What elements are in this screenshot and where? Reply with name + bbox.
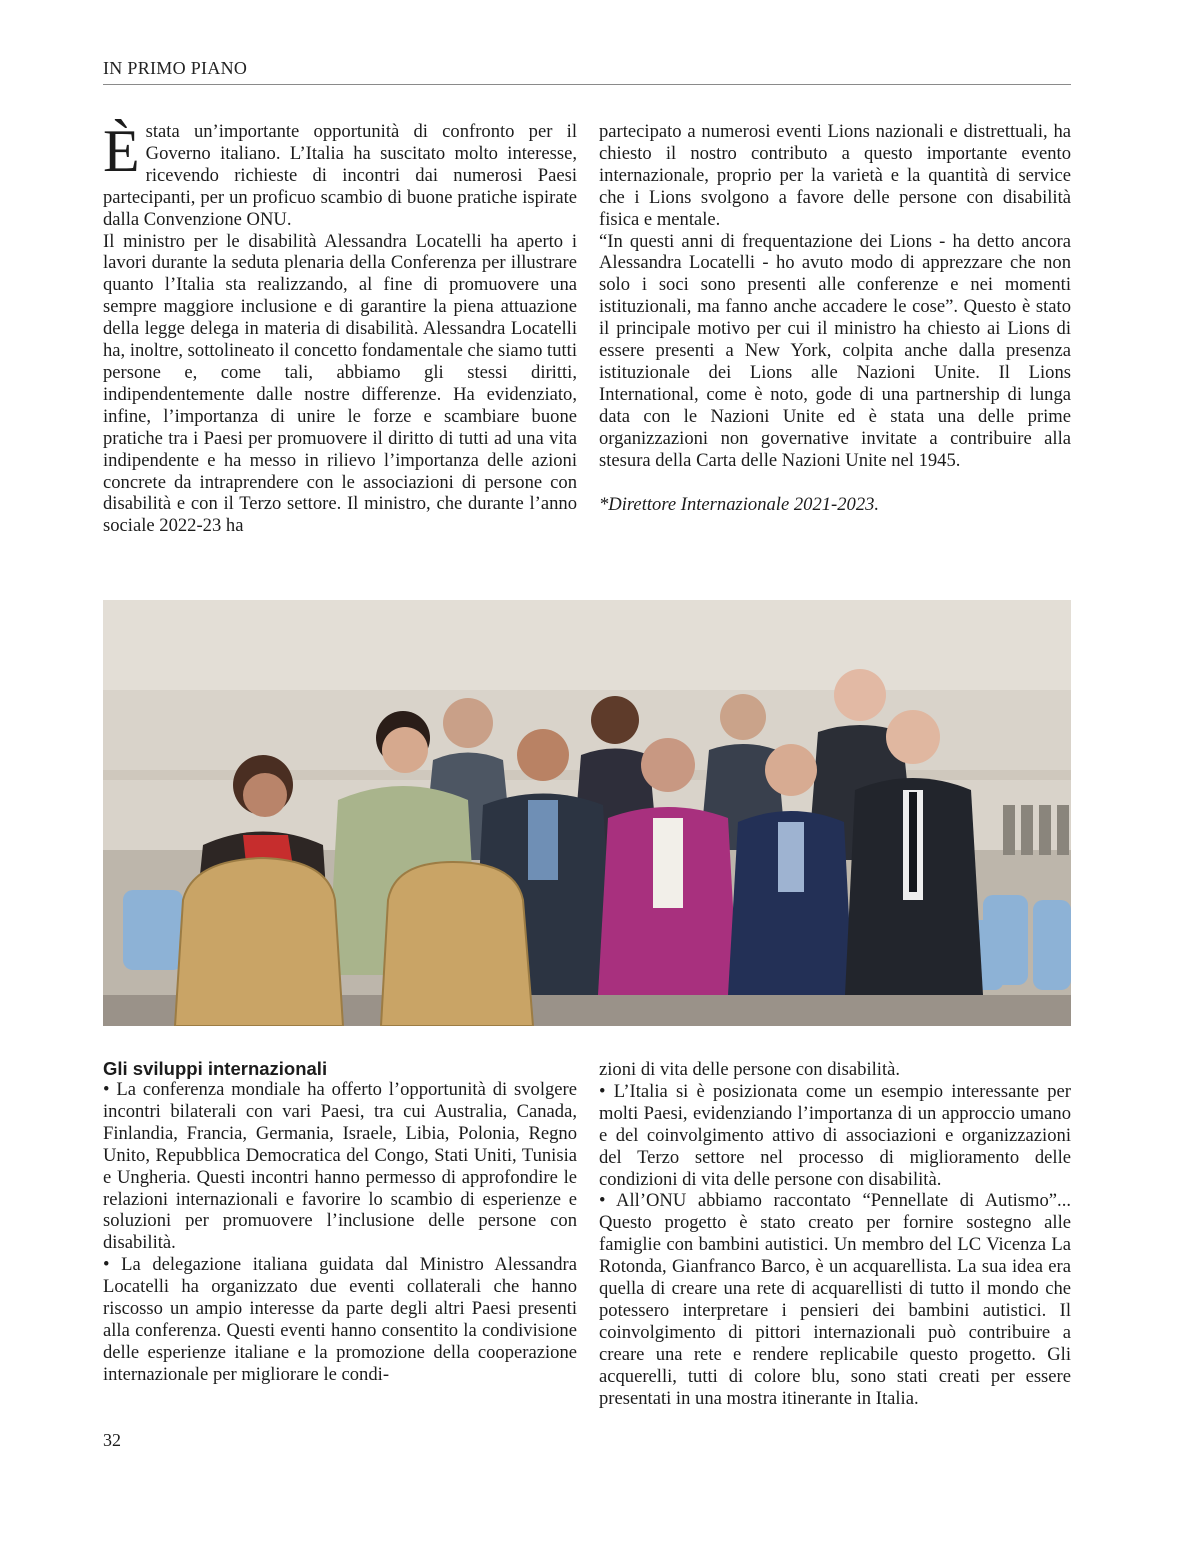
bullet-item: • L’Italia si è posizionata come un esempio interessante per molti Paesi, evidenziando l’importanza di un approccio umano e del coinvolgimento attivo di associazioni e organizzazioni del Terzo settore nel processo di miglioramento delle condizioni di vita delle persone con disabilità. (599, 1080, 1071, 1190)
page-number: 32 (103, 1430, 121, 1450)
drop-cap: È (103, 118, 140, 184)
paragraph: partecipato a numerosi eventi Lions nazionali e distrettuali, ha chiesto il nostro contributo a questo importante evento internazionale, proprio per la varietà e la quantità di service che i Lions svolgono a favore delle persone con disabilità fisica e mentale. (599, 121, 1071, 230)
section-header (103, 58, 1071, 85)
paragraph: Il ministro per le disabilità Alessandra Locatelli ha aperto i lavori durante la seduta plenaria della Conferenza per illustrare quanto l’Italia sta realizzando, al fine di promuovere una sempre maggiore inclusione e di garantire la piena attuazione della legge delega in materia di disabilità. Alessandra Locatelli ha, inoltre, sottolineato il concetto fondamentale che siamo tutti persone e, come tali, abbiamo gli stessi diritti, indipendentemente dalle nostre differenze. Ha evidenziato, infine, l’importanza di unire le forze e scambiare buone pratiche tra i Paesi per promuovere il diritto di tutti ad una vita indipendente e ha messo in rilievo l’importanza delle azioni concrete da intraprendere con le associazioni di persone con disabilità e con il Terzo settore. Il ministro, che durante l’anno sociale 2022-23 ha (103, 230, 578, 537)
section-heading: Gli sviluppi internazionali (103, 1058, 328, 1079)
group-photo (103, 600, 1071, 1026)
column-1 (103, 118, 578, 537)
bullet-continuation: zioni di vita delle persone con disabilità. (599, 1059, 901, 1080)
section-title: IN PRIMO PIANO (103, 58, 248, 78)
paragraph: “In questi anni di frequentazione dei Lions - ha detto ancora Alessandra Locatelli - ho avuto modo di apprezzare che non solo i soci sono presenti alle conferenze e nei momenti istituzionali, ma fanno anche accadere le cose”. Questo è stato il principale motivo per cui il ministro ha chiesto ai Lions di essere presenti a New York, colpita anche dalla presenza istituzionale dei Lions alle Nazioni Unite. Il Lions International, come è noto, gode di una partnership di lunga data con le Nazioni Unite ed è stata una delle prime organizzazioni non governative invitate a contribuire alla stesura della Carta delle Nazioni Unite nel 1945. (599, 230, 1071, 471)
bullet-item: • La conferenza mondiale ha offerto l’opportunità di svolgere incontri bilaterali con vari Paesi, tra cui Australia, Canada, Finlandia, Francia, Germania, Israele, Libia, Polonia, Regno Unito, Repubblica Democratica del Congo, Stati Uniti, Tunisia e Ungheria. Questi incontri hanno permesso di approfondire le relazioni internazionali e favorire lo scambio di esperienze e soluzioni per promuovere l’inclusione delle persone con disabilità. (103, 1079, 577, 1254)
intro-paragraph (103, 118, 577, 231)
bullet-item: • La delegazione italiana guidata dal Ministro Alessandra Locatelli ha organizzato due eventi collaterali che hanno riscosso un ampio interesse da parte degli altri Paesi presenti alla conferenza. Questi eventi hanno consentito la condivisione delle esperienze italiane e la promozione della cooperazione internazionale per migliorare le condi- (103, 1254, 577, 1385)
intro-text: stata un’importante opportunità di confronto per il Governo italiano. L’Italia ha suscitato molto interesse, ricevendo richieste di incontri dai numerosi Paesi partecipanti, per un proficuo scambio di buone pratiche ispirate dalla Convenzione ONU. (103, 121, 577, 230)
column-4 (599, 1059, 1071, 1410)
column-3 (103, 1059, 577, 1386)
author-note: *Direttore Internazionale 2021-2023. (599, 493, 880, 515)
column-2 (599, 121, 1071, 515)
bullet-item: • All’ONU abbiamo raccontato “Pennellate di Autismo”... Questo progetto è stato creato per fornire sostegno alle famiglie con bambini autistici. Un membro del LC Vicenza La Rotonda, Gianfranco Barco, è un acquarellista. La sua idea era quella di creare una rete di acquarellisti di tutto il mondo che potessero interpretare i pensieri dei bambini autistici. Il coinvolgimento di pittori internazionali può contribuire a creare una rete e rendere replicabile questo progetto. Gli acquerelli, tutti di colore blu, sono stati creati per essere presentati in una mostra itinerante in Italia. (599, 1190, 1071, 1409)
